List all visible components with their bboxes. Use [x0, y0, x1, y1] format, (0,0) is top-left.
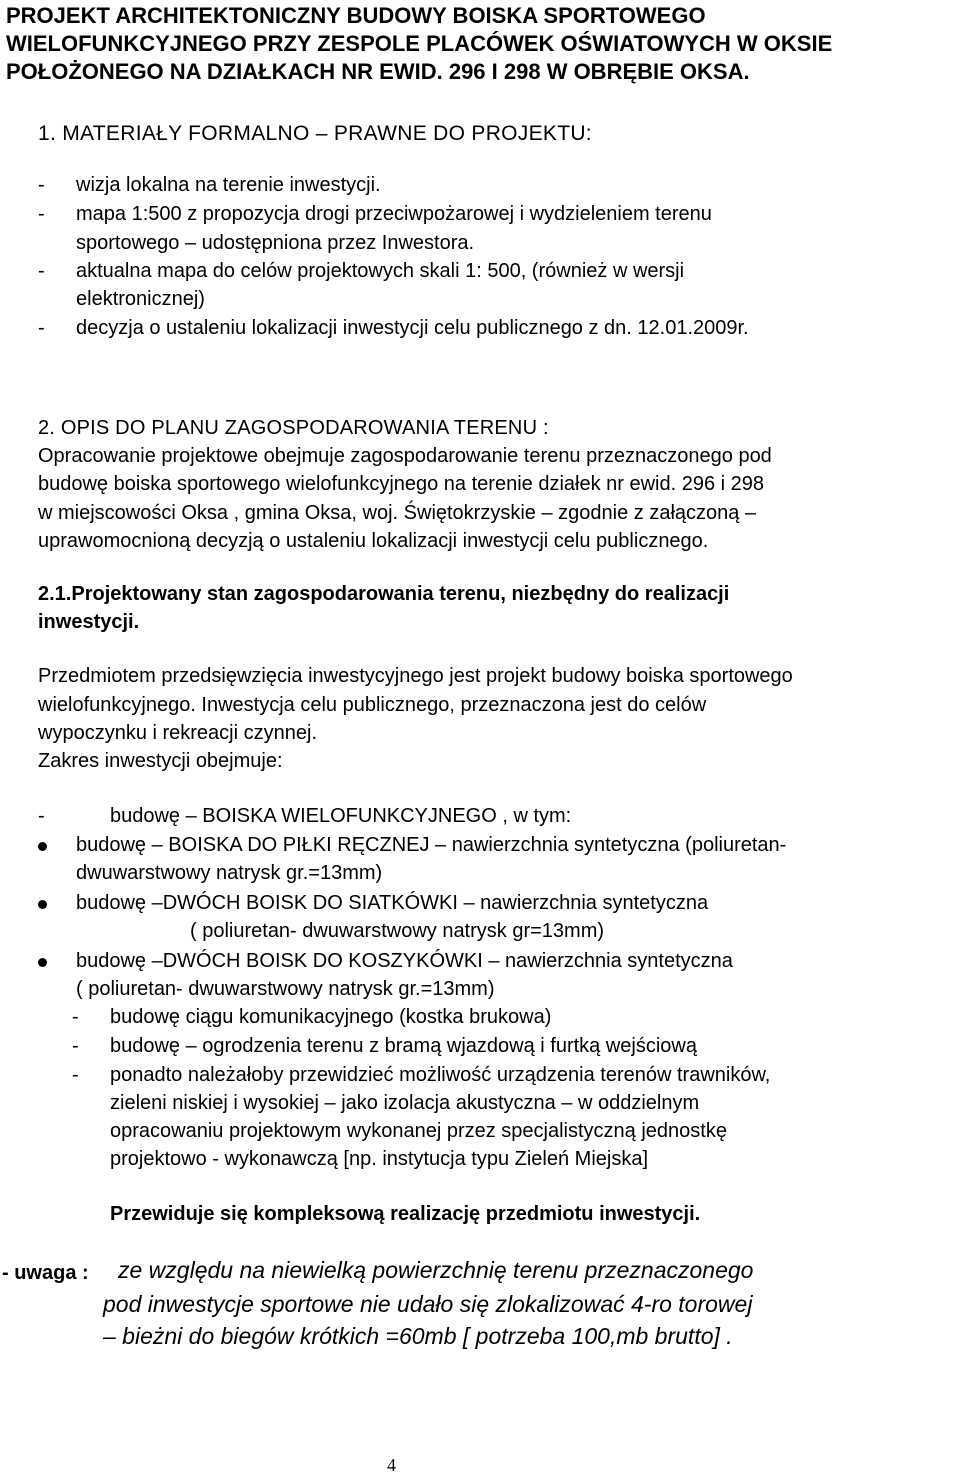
page-number: 4: [387, 1455, 396, 1475]
section-2-1-para-line-1: Przedmiotem przedsięwzięcia inwestycyjnego jest projekt budowy boiska sportowego: [38, 665, 793, 687]
section-2-1-heading-line-2: inwestycji.: [38, 611, 140, 633]
dash-marker: -: [72, 1006, 79, 1028]
section-2-heading: 2. OPIS DO PLANU ZAGOSPODAROWANIA TERENU :: [38, 417, 549, 439]
title-line-1: PROJEKT ARCHITEKTONICZNY BUDOWY BOISKA SPORTOWEGO: [6, 3, 706, 28]
section-1-item-3-line-2: elektronicznej): [76, 288, 205, 310]
scope-dash-4-line-1: ponadto należałoby przewidzieć możliwość urządzenia terenów trawników,: [110, 1064, 771, 1086]
scope-dash-3: budowę – ogrodzenia terenu z bramą wjazdową i furtką wejściową: [110, 1035, 697, 1057]
bullet-icon: [38, 900, 47, 909]
scope-dash-4-line-3: opracowaniu projektowym wykonanej przez specjalistyczną jednostkę: [110, 1120, 727, 1142]
section-2-1-para-line-3: wypoczynku i rekreacji czynnej.: [38, 722, 317, 744]
dash-marker: -: [38, 174, 45, 196]
section-2-1-para-line-4: Zakres inwestycji obejmuje:: [38, 750, 283, 772]
summary-text: Przewiduje się kompleksową realizację przedmiotu inwestycji.: [110, 1203, 701, 1225]
scope-bullet-1-line-1: budowę – BOISKA DO PIŁKI RĘCZNEJ – nawierzchnia syntetyczna (poliuretan-: [76, 834, 787, 856]
dash-marker: -: [38, 203, 45, 225]
section-1-item-3-line-1: aktualna mapa do celów projektowych skali 1: 500, (również w wersji: [76, 260, 685, 282]
scope-dash-1: budowę – BOISKA WIELOFUNKCYJNEGO , w tym:: [110, 805, 572, 827]
section-2-para-line-2: budowę boiska sportowego wielofunkcyjnego na terenie działek nr ewid. 296 i 298: [38, 473, 765, 495]
section-1-heading: 1. MATERIAŁY FORMALNO – PRAWNE DO PROJEKTU:: [38, 122, 592, 145]
note-line-3: – bieżni do biegów krótkich =60mb [ potrzeba 100,mb brutto] .: [103, 1323, 733, 1349]
section-2-1-para-line-2: wielofunkcyjnego. Inwestycja celu publicznego, przeznaczona jest do celów: [38, 694, 707, 716]
note-line-1: ze względu na niewielką powierzchnię terenu przeznaczonego: [118, 1257, 754, 1283]
title-line-3: POŁOŻONEGO NA DZIAŁKACH NR EWID. 296 I 298 W OBRĘBIE OKSA.: [6, 59, 750, 84]
dash-marker: -: [38, 260, 45, 282]
section-2-1-heading-line-1: 2.1.Projektowany stan zagospodarowania terenu, niezbędny do realizacji: [38, 583, 730, 605]
section-2-para-line-4: uprawomocnioną decyzją o ustaleniu lokalizacji inwestycji celu publicznego.: [38, 530, 709, 552]
scope-bullet-2-line-2: ( poliuretan- dwuwarstwowy natrysk gr=13mm): [190, 920, 605, 942]
note-line-2: pod inwestycje sportowe nie udało się zlokalizować 4-ro torowej: [103, 1291, 753, 1317]
title-line-2: WIELOFUNKCYJNEGO PRZY ZESPOLE PLACÓWEK OŚWIATOWYCH W OKSIE: [6, 31, 833, 56]
bullet-icon: [38, 842, 47, 851]
scope-dash-2: budowę ciągu komunikacyjnego (kostka brukowa): [110, 1006, 552, 1028]
section-1-item-2-line-1: mapa 1:500 z propozycja drogi przeciwpożarowej i wydzieleniem terenu: [76, 203, 712, 225]
scope-bullet-1-line-2: dwuwarstwowy natrysk gr.=13mm): [76, 862, 383, 884]
section-2-para-line-1: Opracowanie projektowe obejmuje zagospodarowanie terenu przeznaczonego pod: [38, 445, 772, 467]
scope-dash-4-line-4: projektowo - wykonawczą [np. instytucja typu Zieleń Miejska]: [110, 1148, 649, 1170]
scope-dash-4-line-2: zieleni niskiej i wysokiej – jako izolacja akustyczna – w oddzielnym: [110, 1092, 700, 1114]
dash-marker: -: [38, 317, 45, 339]
section-1-item-2-line-2: sportowego – udostępniona przez Inwestora.: [76, 232, 475, 254]
scope-bullet-2-line-1: budowę –DWÓCH BOISK DO SIATKÓWKI – nawierzchnia syntetyczna: [76, 892, 709, 914]
scope-bullet-3-line-1: budowę –DWÓCH BOISK DO KOSZYKÓWKI – nawierzchnia syntetyczna: [76, 950, 733, 972]
scope-bullet-3-line-2: ( poliuretan- dwuwarstwowy natrysk gr.=13mm): [76, 978, 495, 1000]
section-1-item-4: decyzja o ustaleniu lokalizacji inwestycji celu publicznego z dn. 12.01.2009r.: [76, 317, 749, 339]
note-label: - uwaga :: [2, 1262, 89, 1284]
section-2-para-line-3: w miejscowości Oksa , gmina Oksa, woj. Świętokrzyskie – zgodnie z załączoną –: [38, 502, 757, 524]
dash-marker: -: [38, 805, 45, 827]
bullet-icon: [38, 958, 47, 967]
section-1-item-1: wizja lokalna na terenie inwestycji.: [76, 174, 381, 196]
dash-marker: -: [72, 1064, 79, 1086]
dash-marker: -: [72, 1035, 79, 1057]
